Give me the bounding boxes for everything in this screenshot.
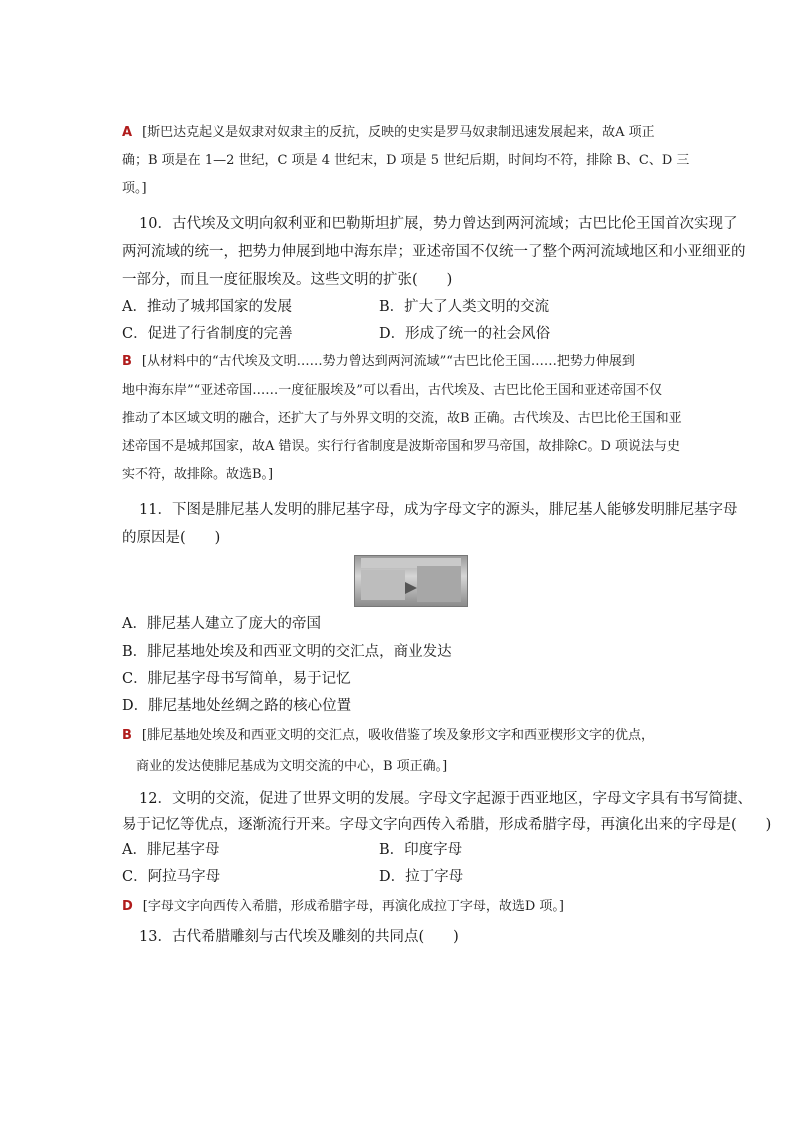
q11-stem-line2: 的原因是( ): [122, 530, 221, 546]
answer-q9-line1: A [斯巴达克起义是奴隶对奴隶主的反抗，反映的史实是罗马奴隶制迅速发展起来，故A 项正: [122, 125, 655, 140]
answer-q10-line1: B [从材料中的“古代埃及文明……势力曾达到两河流域”“古巴比伦王国……把势力伸展到: [122, 354, 635, 369]
tablet-right: [417, 566, 461, 602]
answer-q10-line2: 地中海东岸”“亚述帝国……一度征服埃及”可以看出，古代埃及、古巴比伦王国和亚述帝国不仅: [122, 383, 662, 398]
q13-stem: 13．古代希腊雕刻与古代埃及雕刻的共同点( ): [139, 929, 459, 945]
answer-key-q9: A: [122, 125, 133, 140]
q12-option-b[interactable]: B．印度字母: [379, 842, 463, 858]
q10-stem-line2: 两河流域的统一，把势力伸展到地中海东岸；亚述帝国不仅统一了整个两河流域地区和小亚细亚的: [122, 244, 746, 260]
answer-q12-line1: D [字母文字向西传入希腊，形成希腊字母，再演化成拉丁字母，故选D 项。]: [122, 899, 564, 914]
q11-option-c[interactable]: C．腓尼基字母书写简单，易于记忆: [122, 671, 351, 687]
q12-option-d[interactable]: D．拉丁字母: [379, 869, 464, 885]
q10-stem-line3: 一部分，而且一度征服埃及。这些文明的扩张( ): [122, 272, 453, 288]
answer-q9-line3: 项。]: [122, 181, 147, 196]
q10-stem-line1: 10．古代埃及文明向叙利亚和巴勒斯坦扩展，势力曾达到两河流域；古巴比伦王国首次实现了: [139, 216, 738, 232]
answer-key-q10: B: [122, 354, 132, 369]
answer-q11-line2: 商业的发达使腓尼基成为文明交流的中心，B 项正确。]: [136, 759, 448, 774]
q10-option-c[interactable]: C．促进了行省制度的完善: [122, 326, 293, 342]
q11-stem-line1: 11．下图是腓尼基人发明的腓尼基字母，成为字母文字的源头，腓尼基人能够发明腓尼基字母: [139, 502, 738, 518]
answer-key-q12: D: [122, 899, 133, 914]
phoenician-alphabet-image: [354, 555, 468, 607]
answer-q10-line4: 述帝国不是城邦国家，故A 错误。实行行省制度是波斯帝国和罗马帝国，故排除C。D 项说法与史: [122, 439, 681, 454]
q11-option-a[interactable]: A．腓尼基人建立了庞大的帝国: [122, 616, 321, 632]
arrow-icon: [405, 582, 417, 594]
answer-q10-line5: 实不符，故排除。故选B。]: [122, 467, 274, 482]
q11-option-b[interactable]: B．腓尼基地处埃及和西亚文明的交汇点，商业发达: [122, 644, 452, 660]
answer-q9-line2: 确；B 项是在 1—2 世纪，C 项是 4 世纪末，D 项是 5 世纪后期，时间均不符，排除 B、C、D 三: [122, 153, 690, 168]
q12-option-c[interactable]: C．阿拉马字母: [122, 869, 221, 885]
q10-option-d[interactable]: D．形成了统一的社会风俗: [379, 326, 551, 342]
q11-option-d[interactable]: D．腓尼基地处丝绸之路的核心位置: [122, 698, 352, 714]
q10-option-b[interactable]: B．扩大了人类文明的交流: [379, 299, 550, 315]
q10-option-a[interactable]: A．推动了城邦国家的发展: [122, 299, 292, 315]
q12-option-a[interactable]: A．腓尼基字母: [122, 842, 220, 858]
q12-stem-line2: 易于记忆等优点，逐渐流行开来。字母文字向西传入希腊，形成希腊字母，再演化出来的字母是( ): [122, 817, 772, 833]
q12-stem-line1: 12．文明的交流，促进了世界文明的发展。字母文字起源于西亚地区，字母文字具有书写简捷、: [139, 791, 752, 807]
answer-q11-line1: B [腓尼基地处埃及和西亚文明的交汇点，吸收借鉴了埃及象形文字和西亚楔形文字的优点，: [122, 728, 654, 743]
answer-q10-line3: 推动了本区域文明的融合，还扩大了与外界文明的交流，故B 正确。古代埃及、古巴比伦王国和亚: [122, 411, 682, 426]
tablet-left: [361, 570, 405, 600]
answer-key-q11: B: [122, 728, 132, 743]
